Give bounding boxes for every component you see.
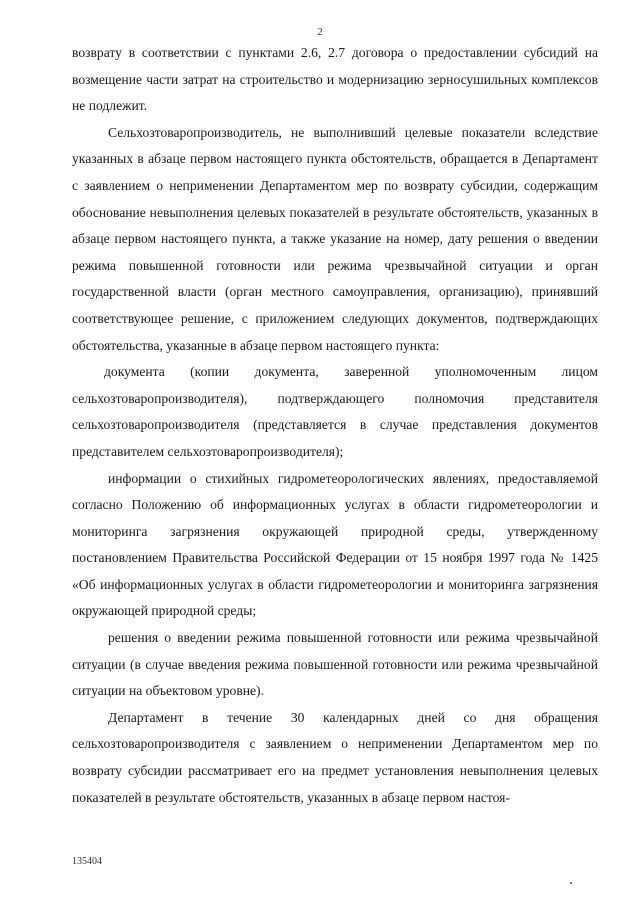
- page-number: 2: [317, 26, 323, 38]
- list-item-authority-document: документа (копии документа, заверенной уполномоченным лицом сельхозтоваропроизводителя), подтверждающего полномочия представителя сельхозтоваропроизводителя (представляется в случае представления документов представителем сельхозтоваропроизводителя);: [72, 364, 598, 459]
- paragraph-applicant-request: Сельхозтоваропроизводитель, не выполнивший целевые показатели вследствие указанных в абзаце первом настоящего пункта обстоятельств, обращается в Департамент с заявлением о неприменении Департаментом мер по возврату субсидии, содержащим обоснование невыполнения целевых показателей в результате обстоятельств, указанных в абзаце первом настоящего пункта, а также указание на номер, дату решения о введении режима повышенной готовности или режима чрезвычайной ситуации и орган государственной власти (орган местного самоуправления, организацию), принявший соответствующее решение, с приложением следующих документов, подтверждающих обстоятельства, указанные в абзаце первом настоящего пункта:: [72, 124, 598, 353]
- scan-dot: [570, 882, 572, 884]
- paragraph-department-review: Департамент в течение 30 календарных дней со дня обращения сельхозтоваропроизводителя с заявлением о неприменении Департаментом мер по возврату субсидии рассматривает его на предмет установления невыполнения целевых показателей в результате обстоятельств, указанных в абзаце первом настоя-: [72, 709, 598, 805]
- document-body: [72, 40, 598, 811]
- list-item-emergency-decision: решения о введении режима повышенной готовности или режима чрезвычайной ситуации (в случае введения режима повышенной готовности или режима чрезвычайной ситуации на объектовом уровне).: [72, 630, 598, 699]
- list-item-weather-information: информации о стихийных гидрометеорологических явлениях, предоставляемой согласно Положению об информационных услугах в области гидрометеорологии и мониторинга загрязнения окружающей природной среды, утвержденному постановлением Правительства Российской Федерации от 15 ноября 1997 года № 1425 «Об информационных услугах в области гидрометеорологии и мониторинга загрязнения окружающей природной среды;: [72, 470, 598, 619]
- paragraph-continuation: возврату в соответствии с пунктами 2.6, 2.7 договора о предоставлении субсидий на возмещение части затрат на строительство и модернизацию зерносушильных комплексов не подлежит.: [72, 45, 598, 114]
- document-code: 135404: [72, 856, 102, 867]
